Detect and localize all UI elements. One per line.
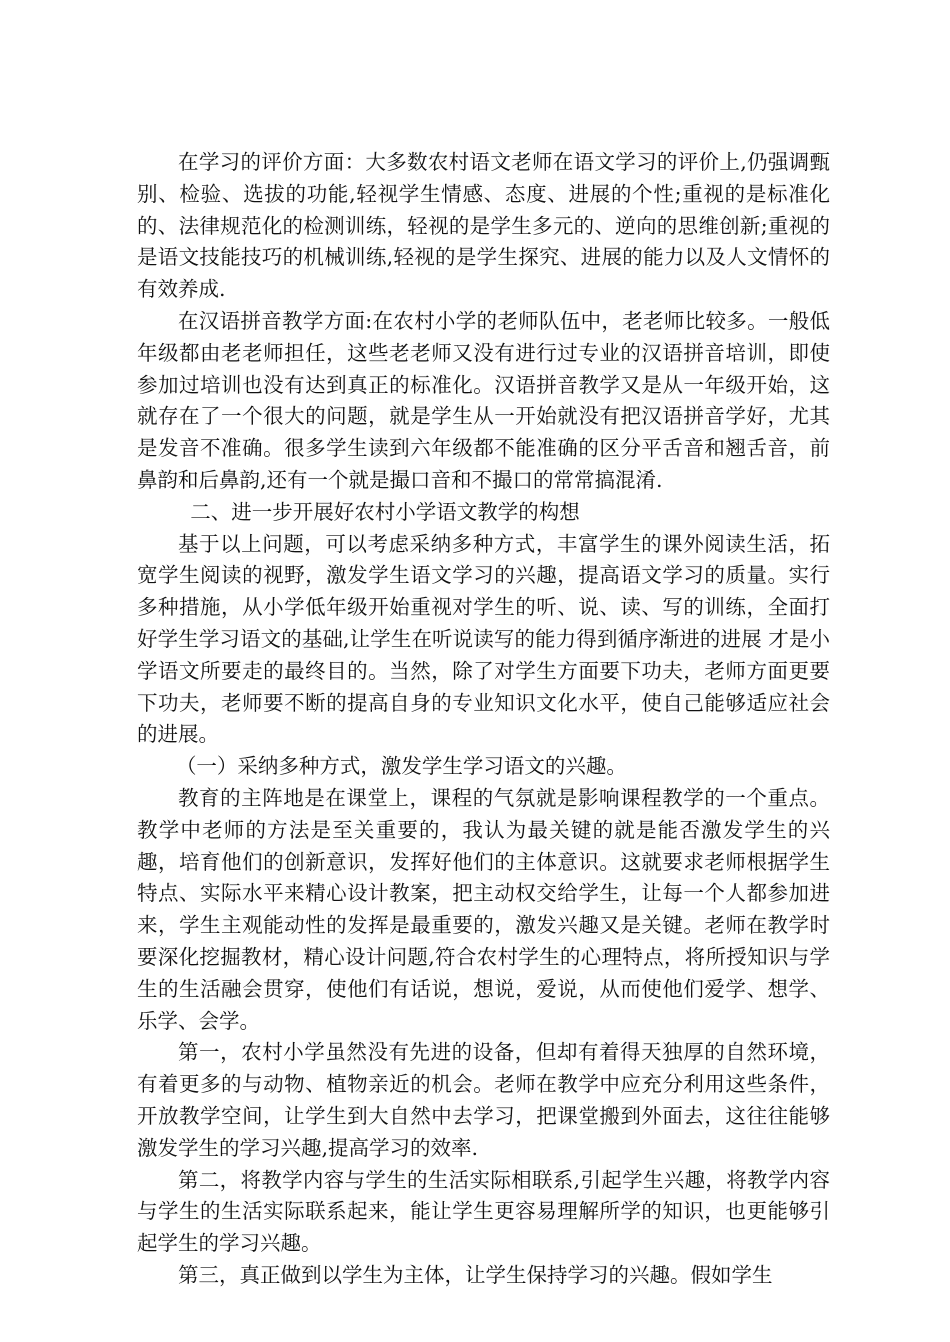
paragraph-second-point: 第二，将教学内容与学生的生活实际相联系,引起学生兴趣，将教学内容与学生的生活实际联系起来，能让学生更容易理解所学的知识，也更能够引起学生的学习兴趣。 [137, 1167, 830, 1256]
paragraph-section-body: 基于以上问题，可以考虑采纳多种方式，丰富学生的课外阅读生活，拓宽学生阅读的视野，激发学生语文学习的兴趣，提高语文学习的质量。实行多种措施，从小学低年级开始重视对学生的听、说、读、写的训练，全面打好学生学习语文的基础,让学生在听说读写的能力得到循序渐进的进展 才是小学语文所要走的最终目的。当然，除了对学生方面要下功夫，老师方面更要下功夫，老师要不断的提高自身的专业知识文化水平，使自己能够适应社会的进展。 [137, 531, 830, 747]
subsection-heading: （一）采纳多种方式，激发学生学习语文的兴趣。 [175, 754, 627, 779]
section-heading: 二、进一步开展好农村小学语文教学的构想 [190, 499, 580, 524]
paragraph-third-point: 第三，真正做到以学生为主体，让学生保持学习的兴趣。假如学生 [178, 1262, 773, 1287]
paragraph-pinyin-teaching: 在汉语拼音教学方面:在农村小学的老师队伍中，老老师比较多。一般低年级都由老老师担任，这些老老师又没有进行过专业的汉语拼音培训，即使参加过培训也没有达到真正的标准化。汉语拼音教学又是从一年级开始，这就存在了一个很大的问题，就是学生从一开始就没有把汉语拼音学好，尤其是发音不准确。很多学生读到六年级都不能准确的区分平舌音和翘舌音，前鼻韵和后鼻韵,还有一个就是撮口音和不撮口的常常搞混淆. [137, 308, 830, 492]
paragraph-first-point: 第一，农村小学虽然没有先进的设备，但却有着得天独厚的自然环境，有着更多的与动物、植物亲近的机会。老师在教学中应充分利用这些条件，开放教学空间，让学生到大自然中去学习，把课堂搬到外面去，这往往能够激发学生的学习兴趣,提高学习的效率. [137, 1040, 830, 1160]
paragraph-evaluation: 在学习的评价方面：大多数农村语文老师在语文学习的评价上,仍强调甄别、检验、选拔的功能,轻视学生情感、态度、进展的个性;重视的是标准化的、法律规范化的检测训练，轻视的是学生多元的、逆向的思维创新;重视的是语文技能技巧的机械训练,轻视的是学生探究、进展的能力以及人文情怀的有效养成. [137, 150, 830, 302]
paragraph-classroom: 教育的主阵地是在课堂上，课程的气氛就是影响课程教学的一个重点。教学中老师的方法是至关重要的，我认为最关键的就是能否激发学生的兴趣，培育他们的创新意识，发挥好他们的主体意识。这就要求老师根据学生特点、实际水平来精心设计教案，把主动权交给学生，让每一个人都参加进来，学生主观能动性的发挥是最重要的，激发兴趣又是关键。老师在教学时要深化挖掘教材，精心设计问题,符合农村学生的心理特点，将所授知识与学生的生活融会贯穿，使他们有话说，想说，爱说，从而使他们爱学、想学、乐学、会学。 [137, 785, 830, 1033]
document-body [137, 147, 830, 1292]
